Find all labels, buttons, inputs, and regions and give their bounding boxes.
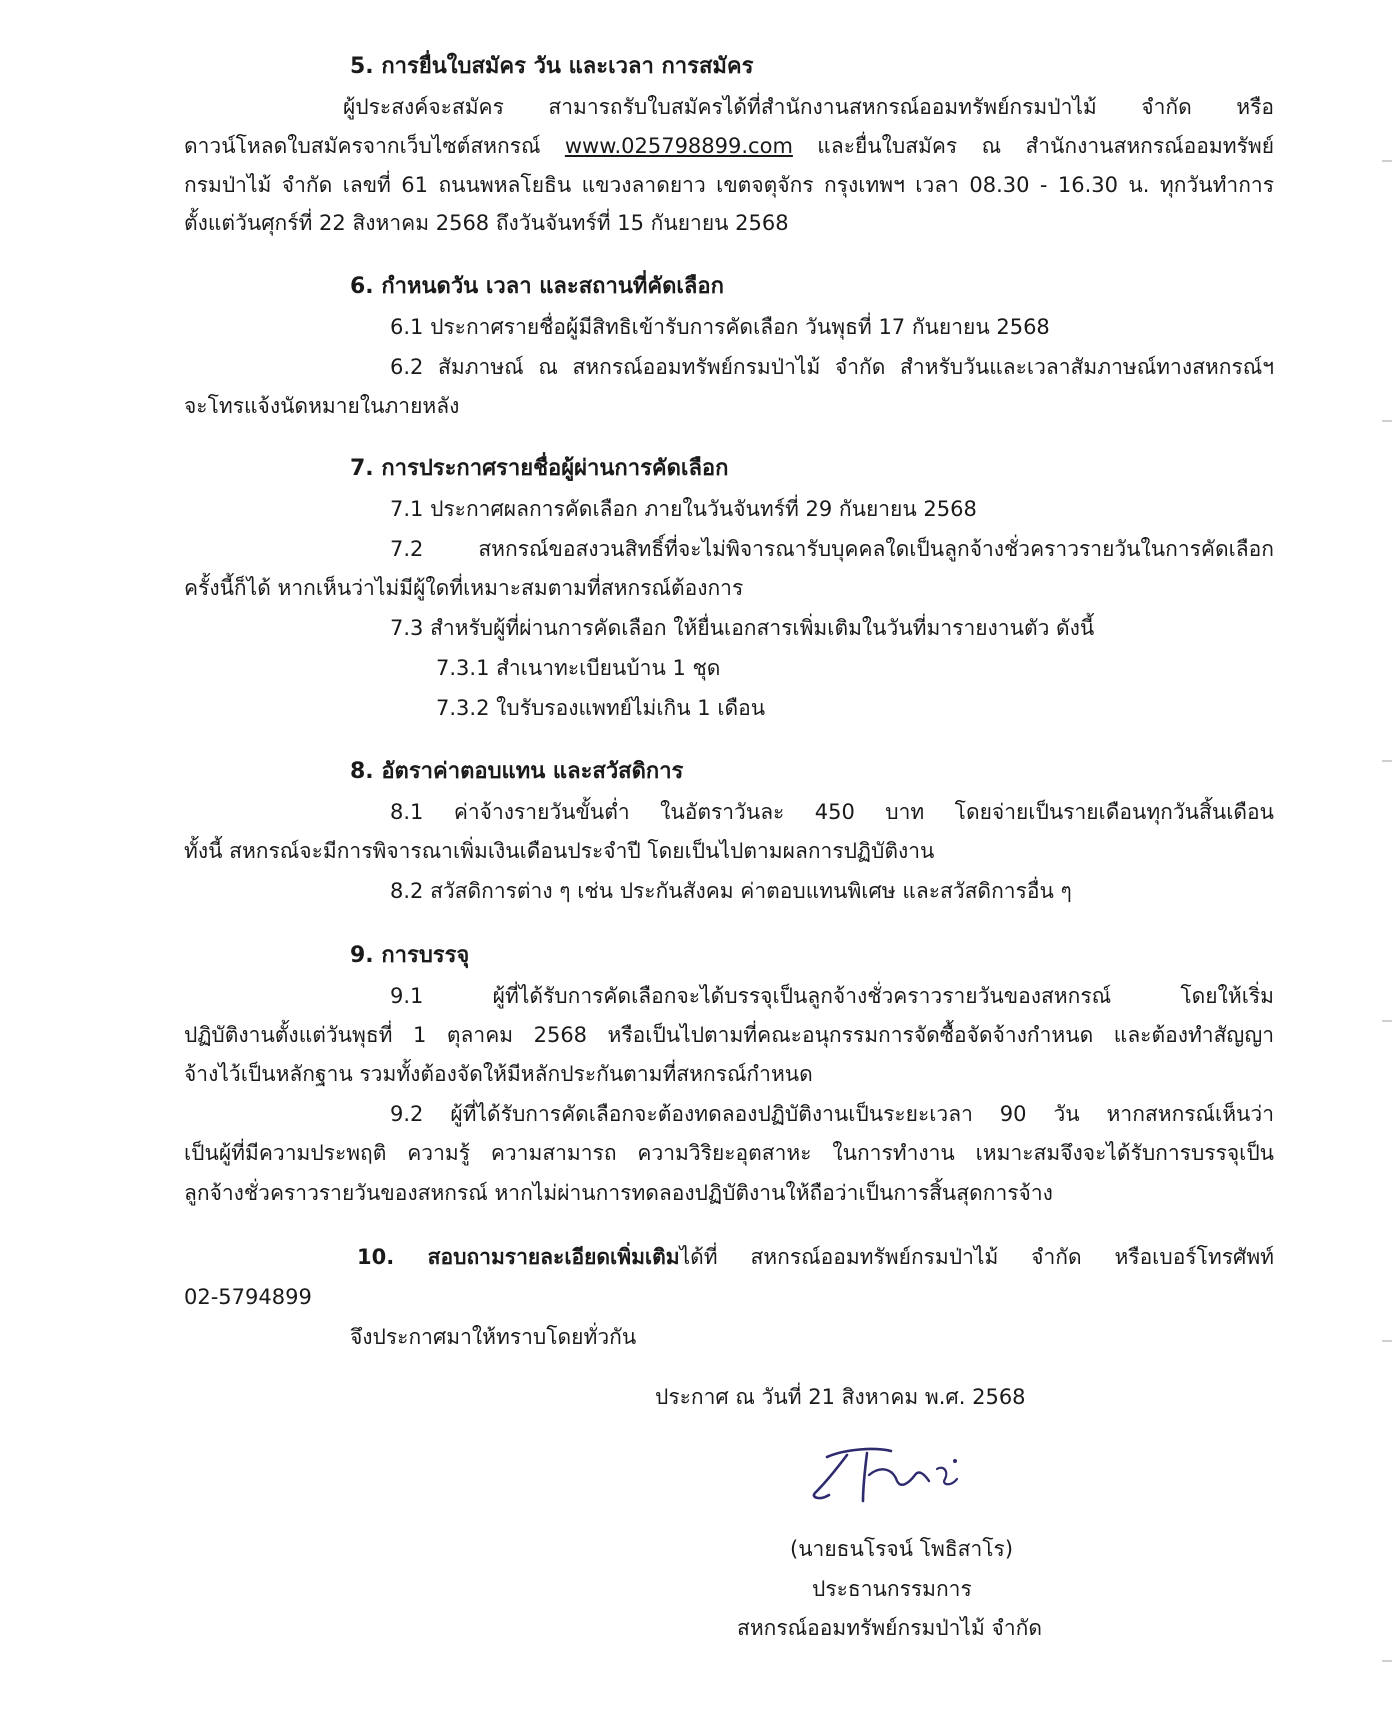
closing-notice: จึงประกาศมาให้ทราบโดยทั่วกัน xyxy=(350,1325,637,1349)
section-8-item-1-line-1: 8.1 ค่าจ้างรายวันขั้นต่ำ ในอัตราวันละ 450 บาท โดยจ่ายเป็นรายเดือนทุกวันสิ้นเดือน xyxy=(390,800,1274,824)
section-5-line-2-start: ดาวน์โหลดใบสมัครจากเว็บไซต์สหกรณ์ xyxy=(184,134,565,158)
handwritten-signature xyxy=(805,1435,975,1515)
section-5-line-4: ตั้งแต่วันศุกร์ที่ 22 สิงหาคม 2568 ถึงวันจันทร์ที่ 15 กันยายน 2568 xyxy=(184,211,789,235)
section-6-heading: 6. กำหนดวัน เวลา และสถานที่คัดเลือก xyxy=(350,274,724,299)
section-7-item-3-1: 7.3.1 สำเนาทะเบียนบ้าน 1 ชุด xyxy=(436,656,721,680)
scan-edge-mark xyxy=(1382,760,1392,762)
announcement-date: ประกาศ ณ วันที่ 21 สิงหาคม พ.ศ. 2568 xyxy=(655,1385,1026,1409)
section-9-item-2-line-1: 9.2 ผู้ที่ได้รับการคัดเลือกจะต้องทดลองปฏิบัติงานเป็นระยะเวลา 90 วัน หากสหกรณ์เห็นว่า xyxy=(390,1102,1274,1126)
section-5-line-2-end: และยื่นใบสมัคร ณ สำนักงานสหกรณ์ออมทรัพย์ xyxy=(792,134,1274,158)
section-5-line-2 xyxy=(184,131,1274,161)
section-8-item-1-line-2: ทั้งนี้ สหกรณ์จะมีการพิจารณาเพิ่มเงินเดือนประจำปี โดยเป็นไปตามผลการปฏิบัติงาน xyxy=(184,839,935,863)
section-10-heading xyxy=(357,1242,1274,1272)
signer-title: ประธานกรรมการ xyxy=(812,1577,972,1601)
section-5-heading: 5. การยื่นใบสมัคร วัน และเวลา การสมัคร xyxy=(350,54,754,79)
section-7-heading: 7. การประกาศรายชื่อผู้ผ่านการคัดเลือก xyxy=(350,456,729,481)
scan-edge-mark xyxy=(1382,420,1392,422)
section-7-item-2-line-2: ครั้งนี้ก็ได้ หากเห็นว่าไม่มีผู้ใดที่เหมาะสมตามที่สหกรณ์ต้องการ xyxy=(184,576,744,600)
section-6-item-1: 6.1 ประกาศรายชื่อผู้มีสิทธิเข้ารับการคัดเลือก วันพุธที่ 17 กันยายน 2568 xyxy=(390,315,1050,339)
section-8-heading: 8. อัตราค่าตอบแทน และสวัสดิการ xyxy=(350,759,684,784)
section-6-item-2-line-1: 6.2 สัมภาษณ์ ณ สหกรณ์ออมทรัพย์กรมป่าไม้ จำกัด สำหรับวันและเวลาสัมภาษณ์ทางสหกรณ์ฯ xyxy=(390,355,1274,379)
scan-edge-mark xyxy=(1382,1340,1392,1342)
scan-edge-mark xyxy=(1382,1660,1392,1662)
section-5-line-1: ผู้ประสงค์จะสมัคร สามารถรับใบสมัครได้ที่สำนักงานสหกรณ์ออมทรัพย์กรมป่าไม้ จำกัด หรือ xyxy=(343,95,1274,119)
section-9-heading: 9. การบรรจุ xyxy=(350,943,470,968)
contact-phone: 02-5794899 xyxy=(184,1285,312,1309)
scan-edge-mark xyxy=(1382,1020,1392,1022)
website-link[interactable]: www.025798899.com xyxy=(564,134,793,158)
section-9-item-2-line-2: เป็นผู้ที่มีความประพฤติ ความรู้ ความสามารถ ความวิริยะอุตสาหะ ในการทำงาน เหมาะสมจึงจะได้รับการบรรจุเป็น xyxy=(184,1141,1274,1165)
signer-organization: สหกรณ์ออมทรัพย์กรมป่าไม้ จำกัด xyxy=(737,1616,1042,1640)
section-9-item-2-line-3: ลูกจ้างชั่วคราวรายวันของสหกรณ์ หากไม่ผ่านการทดลองปฏิบัติงานให้ถือว่าเป็นการสิ้นสุดการจ้าง xyxy=(184,1181,1053,1205)
section-7-item-3: 7.3 สำหรับผู้ที่ผ่านการคัดเลือก ให้ยื่นเอกสารเพิ่มเติมในวันที่มารายงานตัว ดังนี้ xyxy=(390,616,1095,640)
section-7-item-2-line-1: 7.2 สหกรณ์ขอสงวนสิทธิ์ที่จะไม่พิจารณารับบุคคลใดเป็นลูกจ้างชั่วคราวรายวันในการคัดเลือก xyxy=(390,537,1274,561)
section-8-item-2: 8.2 สวัสดิการต่าง ๆ เช่น ประกันสังคม ค่าตอบแทนพิเศษ และสวัสดิการอื่น ๆ xyxy=(390,879,1072,903)
section-9-item-1-line-1: 9.1 ผู้ที่ได้รับการคัดเลือกจะได้บรรจุเป็นลูกจ้างชั่วคราวรายวันของสหกรณ์ โดยให้เริ่ม xyxy=(390,984,1274,1008)
section-5-line-3: กรมป่าไม้ จำกัด เลขที่ 61 ถนนพหลโยธิน แขวงลาดยาว เขตจตุจักร กรุงเทพฯ เวลา 08.30 - 16.30 น. ทุกวันทำการ xyxy=(184,173,1274,197)
section-6-item-2-line-2: จะโทรแจ้งนัดหมายในภายหลัง xyxy=(184,394,460,418)
section-7-item-3-2: 7.3.2 ใบรับรองแพทย์ไม่เกิน 1 เดือน xyxy=(436,696,766,720)
scan-edge-mark xyxy=(1382,160,1392,162)
section-10-heading-bold: 10. สอบถามรายละเอียดเพิ่มเติม xyxy=(357,1245,680,1269)
section-10-heading-rest: ได้ที่ สหกรณ์ออมทรัพย์กรมป่าไม้ จำกัด หรือเบอร์โทรศัพท์ xyxy=(679,1245,1274,1269)
signer-name: (นายธนโรจน์ โพธิสาโร) xyxy=(790,1537,1014,1561)
section-9-item-1-line-2: ปฏิบัติงานตั้งแต่วันพุธที่ 1 ตุลาคม 2568 หรือเป็นไปตามที่คณะอนุกรรมการจัดซื้อจัดจ้างกำหนด และต้องทำสัญญา xyxy=(184,1023,1274,1047)
section-7-item-1: 7.1 ประกาศผลการคัดเลือก ภายในวันจันทร์ที่ 29 กันยายน 2568 xyxy=(390,497,977,521)
section-9-item-1-line-3: จ้างไว้เป็นหลักฐาน รวมทั้งต้องจัดให้มีหลักประกันตามที่สหกรณ์กำหนด xyxy=(184,1062,813,1086)
